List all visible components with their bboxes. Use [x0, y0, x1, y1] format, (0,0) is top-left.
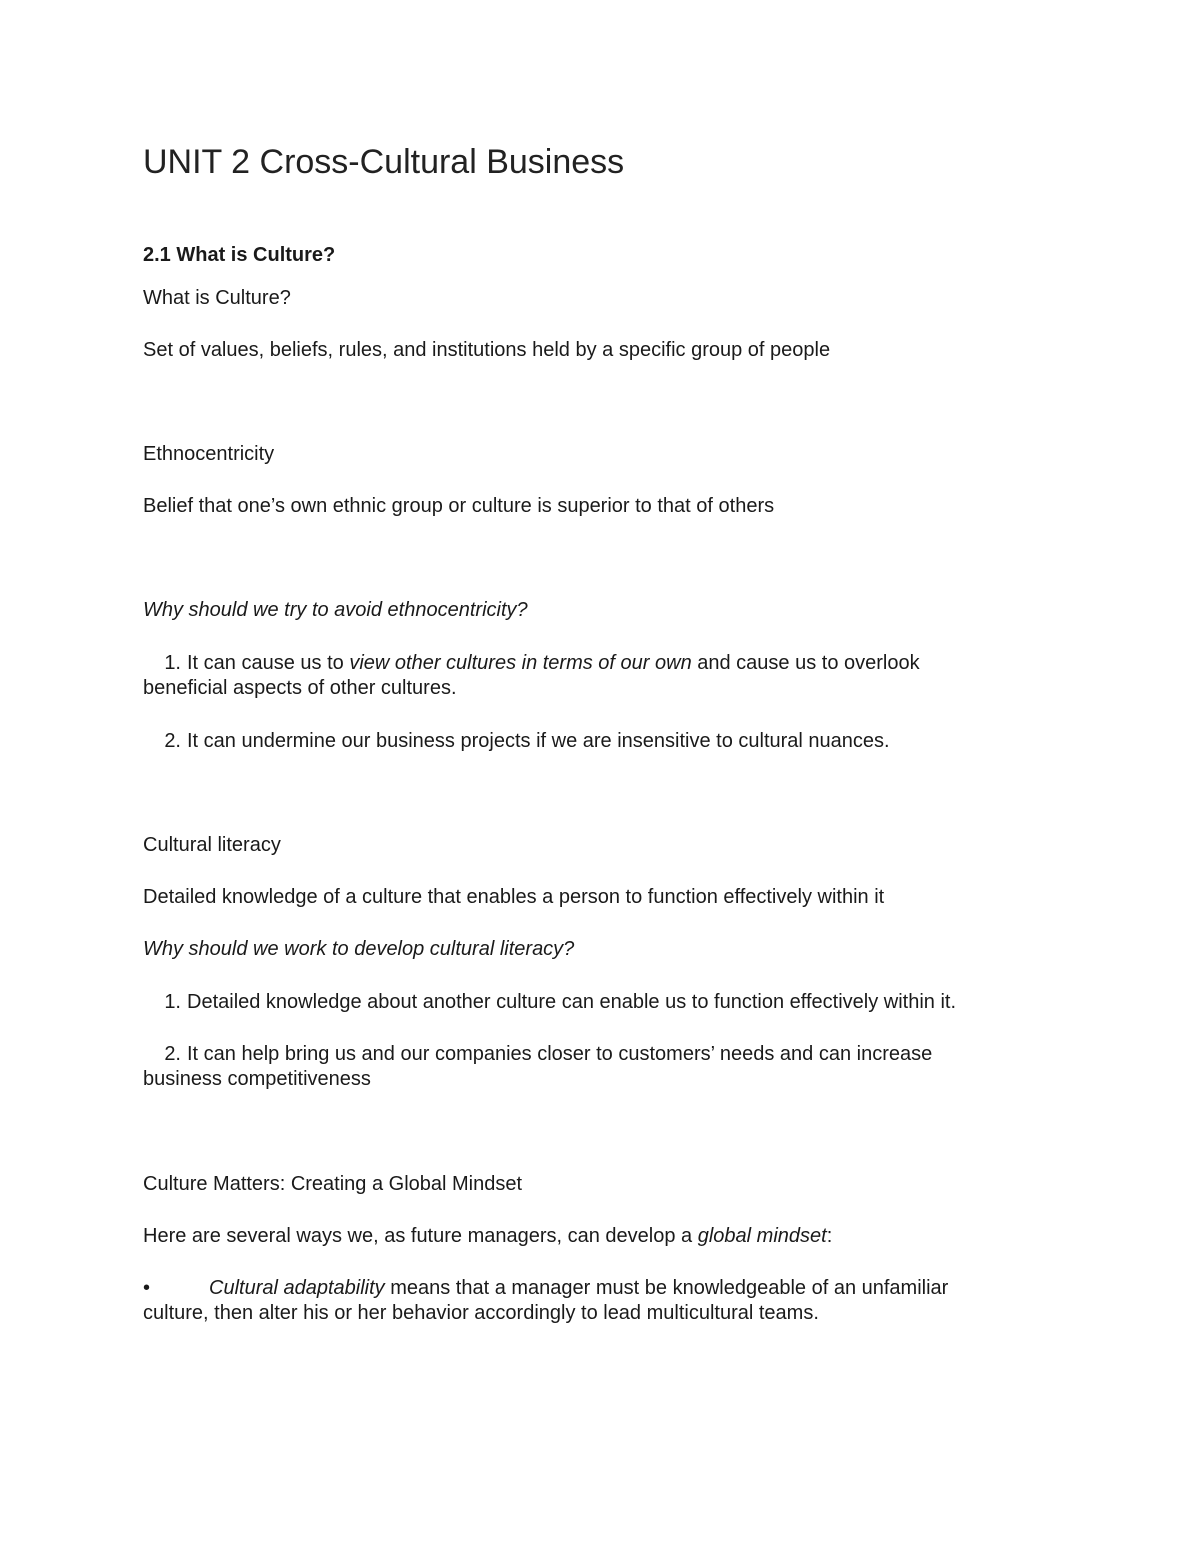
list-item-literacy-2 [143, 1042, 1043, 1067]
list-item-ethno-1-continuation: beneficial aspects of other cultures. [143, 677, 457, 699]
list-text: and cause us to overlook [691, 652, 920, 674]
list-text: Detailed knowledge about another culture can enable us to function effectively within it. [187, 991, 957, 1013]
bullet-text: means that a manager must be knowledgeable of an unfamiliar [384, 1277, 949, 1299]
list-number: 2. [164, 1043, 181, 1065]
list-number: 1. [164, 991, 181, 1013]
definition-cultural-literacy: Detailed knowledge of a culture that enables a person to function effectively within it [143, 886, 885, 908]
list-number: 2. [164, 730, 181, 752]
bullet-mark: • [143, 1277, 151, 1299]
list-item-ethno-1 [143, 651, 1043, 676]
bullet-emphasis: Cultural adaptability [209, 1277, 385, 1299]
list-number: 1. [164, 652, 181, 674]
mindset-intro-emphasis: global mindset [697, 1225, 827, 1247]
mindset-intro [143, 1224, 1043, 1249]
list-text: It can undermine our business projects if we are insensitive to cultural nuances. [187, 730, 890, 752]
term-culture: What is Culture? [143, 287, 291, 309]
definition-ethnocentricity: Belief that one’s own ethnic group or culture is superior to that of others [143, 495, 775, 517]
mindset-bullet-1-continuation: culture, then alter his or her behavior accordingly to lead multicultural teams. [143, 1302, 819, 1324]
question-cultural-literacy: Why should we work to develop cultural literacy? [143, 938, 575, 960]
list-emphasis: view other cultures in terms of our own [349, 652, 692, 674]
mindset-intro-colon: : [826, 1225, 833, 1247]
list-item-literacy-1 [143, 990, 1043, 1015]
mindset-bullet-1 [143, 1276, 1043, 1301]
question-ethnocentricity: Why should we try to avoid ethnocentricity? [143, 599, 528, 621]
list-item-ethno-2 [143, 729, 1043, 754]
term-ethnocentricity: Ethnocentricity [143, 443, 275, 465]
section-heading: 2.1 What is Culture? [143, 244, 336, 266]
list-item-literacy-2-continuation: business competitiveness [143, 1068, 371, 1090]
mindset-heading: Culture Matters: Creating a Global Mindset [143, 1173, 523, 1195]
mindset-intro-text: Here are several ways we, as future managers, can develop a [143, 1225, 698, 1247]
list-text: It can help bring us and our companies closer to customers’ needs and can increase [187, 1043, 933, 1065]
document-title: UNIT 2 Cross-Cultural Business [143, 143, 625, 181]
list-text: It can cause us to [187, 652, 350, 674]
definition-culture: Set of values, beliefs, rules, and institutions held by a specific group of people [143, 339, 831, 361]
term-cultural-literacy: Cultural literacy [143, 834, 281, 856]
